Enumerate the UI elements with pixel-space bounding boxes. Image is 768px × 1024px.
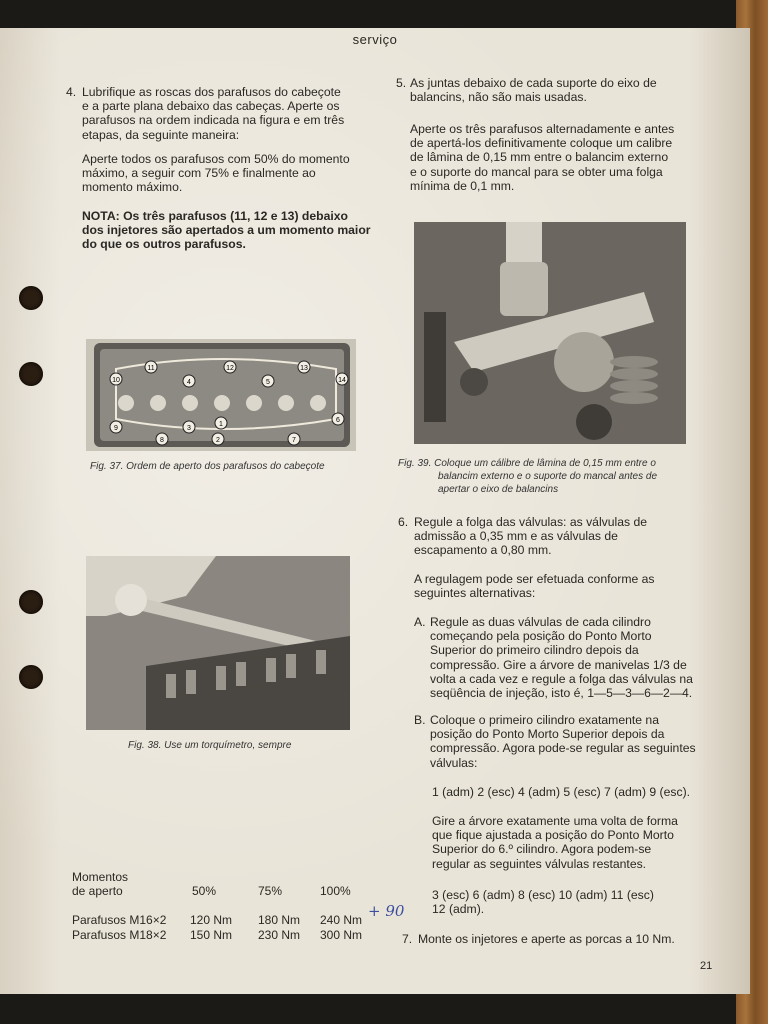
- step6-paragraph: A regulagem pode ser efetuada conforme as seguintes alternativas:: [414, 572, 655, 601]
- bolt-label: [288, 433, 300, 445]
- step5-paragraph: Aperte os três parafusos alternadamente e antes de apertá-los definitivamente coloque um calibre de lâmina de 0,15 mm entre o balancim externo e o suporte do mancal para se obter uma folga mínima de 0,1 mm.: [410, 122, 675, 193]
- torque-col-75: 75%: [258, 884, 283, 898]
- svg-text:14: 14: [338, 377, 346, 384]
- option-b-text: Coloque o primeiro cilindro exatamente na posição do Ponto Morto Superior depois da compressão. Agora pode-se regular as seguintes válvulas:: [430, 713, 696, 770]
- step4-paragraph: Aperte todos os parafusos com 50% do momento máximo, a seguir com 75% e finalmente ao momento máximo.: [82, 152, 350, 195]
- bolt-hole: [278, 395, 294, 411]
- step7-text: Monte os injetores e aperte as porcas a 10 Nm.: [418, 932, 675, 946]
- step-number: 6.: [398, 515, 409, 529]
- svg-text:8: 8: [160, 437, 164, 444]
- valve-sequence-1: 1 (adm) 2 (esc) 4 (adm) 5 (esc) 7 (adm) 9 (esc).: [432, 785, 691, 799]
- step6-text: Regule a folga das válvulas: as válvulas de admissão a 0,35 mm e as válvulas de escapamento a 0,80 mm.: [414, 515, 648, 558]
- bolt-hole: [150, 395, 166, 411]
- option-letter: B.: [414, 713, 426, 727]
- bolt-label: [298, 361, 310, 373]
- step5-text: As juntas debaixo de cada suporte do eixo de balancins, não são mais usadas.: [410, 76, 657, 105]
- figure-cylinder-head-bolt-order: [86, 339, 356, 451]
- bolt-hole: [310, 395, 326, 411]
- torque-col-50: 50%: [192, 884, 217, 898]
- svg-text:11: 11: [147, 365, 155, 372]
- page-header: serviço: [352, 32, 398, 47]
- bolt-label: [183, 375, 195, 387]
- manual-page: serviço 4. Lubrifique as roscas dos parafusos do cabeçote e a parte plana debaixo das cabeças. Aperte os parafusos na ordem indicada na figura e em três etapas, da seguinte maneira: Aperte todos os parafusos com 50% do momento máximo, a seguir com 75% e finalmente ao momento máximo. NOTA: Os três parafusos (11, 12 e 13) debaixo dos injetores são apertados a um momento maior do que os outros parafusos. 1 2 3 4 5 6 7 8 9 10 11 12 13 14 Fig. 37. Ordem de aperto dos parafusos do cabeçote Fig. 38. Use um torquímetro, sempre Momentos de aperto 50% 75% 100% Parafusos M16×2 120 Nm 180 Nm 240 Nm Parafusos M18×2 150 Nm 230 Nm 300 Nm + 90 5. As juntas debaixo de cada suporte do eixo de balancins, não são mais usadas. Aperte os três parafusos alternadamente e antes de apertá-los definitivamente coloque um calibre de lâmina de 0,15 mm entre o balancim externo e o suporte do mancal para se obter uma folga mínima de 0,1 mm. Fig. 39. Coloque um cálibre de lâmina de 0,15 mm entre o balancim externo e o suporte do mancal antes de apertar o eixo de balancins 6. Regule a folga das válvulas: as válvulas de admissão a 0,35 mm e as válvulas de escapamento a 0,80 mm. A regulagem pode ser efetuada conforme as seguintes alternativas: A. Regule as duas válvulas de cada cilindro começando pela posição do Ponto Morto Superior do primeiro cilindro depois da compressão. Gire a árvore de manivelas 1/3 de volta a cada vez e regule a folga das válvulas na seqüência de injeção, isto é, 1—5—3—6—2—4. B. Coloque o primeiro cilindro exatamente na posição do Ponto Morto Superior depois da compressão. Agora pode-se regular as seguintes válvulas: 1 (adm) 2 (esc) 4 (adm) 5 (esc) 7 (adm) 9 (esc). Gire a árvore exatamente uma volta de forma que fique ajustada a posição do Ponto Morto Superior do 6.º cilindro. Agora podem-se regular as seguintes válvulas restantes. 3 (esc) 6 (adm) 8 (esc) 10 (adm) 11 (esc) 12 (adm). 7. Monte os injetores e aperte as porcas a 10 Nm. 21: [0, 28, 750, 994]
- svg-text:4: 4: [187, 379, 191, 386]
- bolt-label: [156, 433, 168, 445]
- bolt-label: [215, 417, 227, 429]
- step-number: 5.: [396, 76, 407, 90]
- svg-text:12: 12: [226, 365, 234, 372]
- bolt-label: [262, 375, 274, 387]
- figure-torque-wrench-photo: [86, 556, 350, 730]
- bolt-label: [224, 361, 236, 373]
- figure-caption: Fig. 38. Use um torquímetro, sempre: [128, 740, 292, 751]
- bolt-hole: [182, 395, 198, 411]
- bolt-hole: [118, 395, 134, 411]
- binder-hole: [19, 286, 43, 310]
- bolt-label: [212, 433, 224, 445]
- bolt-label: [336, 373, 348, 385]
- bolt-label: [145, 361, 157, 373]
- torque-col-100: 100%: [320, 884, 351, 898]
- torque-table-header: Momentos de aperto: [72, 870, 129, 898]
- bolt-label: [110, 421, 122, 433]
- figure-caption: Fig. 37. Ordem de aperto dos parafusos do cabeçote: [90, 461, 325, 472]
- svg-text:6: 6: [336, 417, 340, 424]
- binder-hole: [19, 362, 43, 386]
- option-b-paragraph: Gire a árvore exatamente uma volta de forma que fique ajustada a posição do Ponto Morto Superior do 6.º cilindro. Agora podem-se regular as seguintes válvulas restantes.: [432, 814, 678, 871]
- option-letter: A.: [414, 615, 426, 629]
- svg-text:13: 13: [300, 365, 308, 372]
- option-a-text: Regule as duas válvulas de cada cilindro começando pela posição do Ponto Morto Superior do primeiro cilindro depois da compressão. Gire a árvore de manivelas 1/3 de volta a cada vez e regule a folga das válvulas na seqüência de injeção, isto é, 1—5—3—6—2—4.: [430, 615, 693, 701]
- step4-note: NOTA: Os três parafusos (11, 12 e 13) debaixo dos injetores são apertados a um momento maior do que os outros parafusos.: [82, 209, 371, 252]
- binder-hole: [19, 665, 43, 689]
- bolt-hole: [246, 395, 262, 411]
- svg-text:7: 7: [292, 437, 296, 444]
- step4-text: Lubrifique as roscas dos parafusos do cabeçote e a parte plana debaixo das cabeças. Aperte os parafusos na ordem indicada na figura e em três etapas, da seguinte maneira:: [82, 85, 345, 142]
- handwritten-note: + 90: [368, 902, 405, 920]
- figure-caption: Fig. 39. Coloque um cálibre de lâmina de 0,15 mm entre o balancim externo e o suporte do mancal antes de apertar o eixo de balancins: [398, 458, 658, 495]
- svg-text:1: 1: [219, 421, 223, 428]
- page-number: 21: [700, 960, 713, 972]
- svg-text:9: 9: [114, 425, 118, 432]
- figure-feeler-gauge-photo: [414, 222, 686, 444]
- bolt-label: [332, 413, 344, 425]
- bolt-label: [110, 373, 122, 385]
- bolt-label: [183, 421, 195, 433]
- valve-sequence-2: 3 (esc) 6 (adm) 8 (esc) 10 (adm) 11 (esc) 12 (adm).: [432, 888, 654, 917]
- svg-text:10: 10: [112, 377, 120, 384]
- svg-text:5: 5: [266, 379, 270, 386]
- svg-text:3: 3: [187, 425, 191, 432]
- binder-hole: [19, 590, 43, 614]
- svg-text:2: 2: [216, 437, 220, 444]
- step-number: 7.: [402, 932, 413, 946]
- step-number: 4.: [66, 85, 77, 99]
- bolt-hole: [214, 395, 230, 411]
